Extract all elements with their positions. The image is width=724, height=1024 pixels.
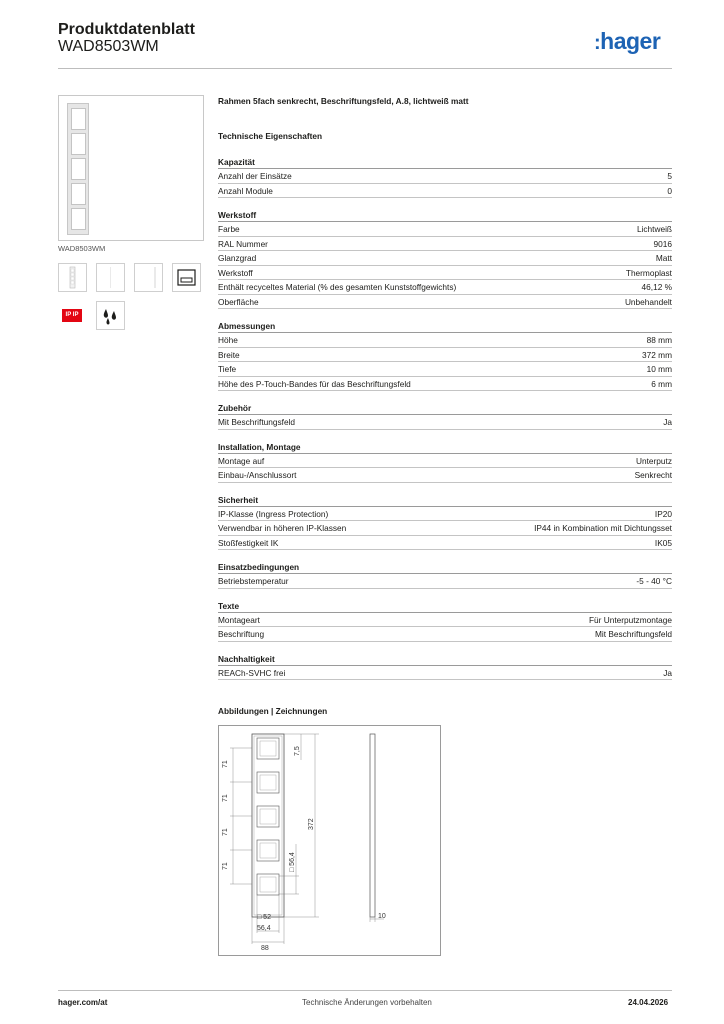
spec-row (218, 627, 672, 642)
thumbnail-front-view[interactable] (58, 263, 87, 292)
section-title: Sicherheit (218, 495, 672, 507)
hager-logo: :hager (594, 28, 661, 54)
spec-row (218, 222, 672, 237)
spec-row (218, 237, 672, 252)
spec-section (218, 321, 672, 391)
spec-row (218, 280, 672, 295)
spec-value: Unbehandelt (624, 296, 672, 307)
dimension-pitch: 71 (222, 760, 229, 768)
side-profile (370, 734, 375, 917)
spec-value: 9016 (653, 238, 672, 249)
side-view-icon (97, 264, 124, 291)
spec-value: Thermoplast (625, 267, 672, 278)
thumbnail-drawing[interactable] (172, 263, 201, 292)
thumbnail-profile-view[interactable] (134, 263, 163, 292)
spec-value: 10 mm (646, 364, 672, 374)
spec-section (218, 442, 672, 483)
spec-section (218, 495, 672, 551)
water-drops-icon (96, 301, 125, 330)
spec-row (218, 295, 672, 310)
spec-value: IP20 (654, 508, 672, 519)
frame-window (71, 133, 86, 155)
spec-label: IP-Klasse (Ingress Protection) (218, 508, 329, 519)
spec-label: Höhe (218, 335, 238, 345)
dimension-drawing (218, 725, 441, 956)
thumbnail-side-view[interactable] (96, 263, 125, 292)
dimension-square: □ 52 (257, 914, 271, 921)
spec-label: Farbe (218, 224, 240, 234)
spec-section (218, 601, 672, 642)
spec-label: Höhe des P-Touch-Bandes für das Beschriftungsfeld (218, 378, 411, 389)
section-title: Zubehör (218, 403, 672, 415)
spec-value: 372 mm (642, 349, 672, 360)
frame-window (71, 158, 86, 180)
spec-row (218, 521, 672, 536)
spec-row (218, 333, 672, 348)
spec-row (218, 507, 672, 522)
spec-row (218, 169, 672, 184)
section-title: Texte (218, 601, 672, 613)
header-divider (58, 68, 672, 69)
dimension-inner-width: 56,4 (257, 925, 271, 932)
product-description: Rahmen 5fach senkrecht, Beschriftungsfeld, A.8, lichtweiß matt (218, 96, 469, 106)
spec-row (218, 454, 672, 469)
section-title: Abmessungen (218, 321, 672, 333)
section-title: Einsatzbedingungen (218, 562, 672, 574)
section-title: Nachhaltigkeit (218, 654, 672, 666)
spec-row (218, 415, 672, 430)
footer-date: 24.04.2026 (628, 998, 669, 1007)
footer-website-link[interactable]: hager.com/at (58, 998, 108, 1007)
dimension-width: 88 (261, 945, 269, 952)
spec-label: Anzahl der Einsätze (218, 171, 292, 181)
spec-label: Montageart (218, 614, 260, 625)
dimension-depth: 10 (378, 913, 386, 920)
spec-value: Unterputz (636, 455, 672, 466)
spec-label: Montage auf (218, 455, 265, 466)
footer-divider (58, 990, 672, 991)
frame-window (71, 183, 86, 205)
spec-value: Mit Beschriftungsfeld (594, 629, 672, 639)
technical-properties-heading: Technische Eigenschaften (218, 131, 323, 141)
spec-label: Beschriftung (218, 629, 265, 639)
spec-value: IP44 in Kombination mit Dichtungsset (534, 523, 672, 533)
spec-value: Für Unterputzmontage (588, 614, 672, 625)
product-number: WAD8503WM (58, 38, 159, 55)
profile-view-icon (135, 264, 162, 291)
dimension-height: 372 (308, 818, 315, 830)
spec-row (218, 468, 672, 483)
spec-row (218, 536, 672, 551)
spec-row (218, 377, 672, 392)
ip-protection-icon: IP IP (62, 309, 82, 322)
logo-text: hager (600, 28, 661, 54)
spec-value: 46,12 % (641, 282, 672, 292)
spec-section (218, 654, 672, 681)
product-image-caption: WAD8503WM (58, 244, 106, 253)
dimension-inner-vertical: □ 56,4 (289, 852, 296, 872)
frame-illustration (67, 103, 89, 235)
spec-label: Anzahl Module (218, 185, 273, 196)
spec-section (218, 562, 672, 589)
spec-value: Lichtweiß (636, 224, 672, 234)
technical-drawing-icon (173, 264, 200, 291)
spec-label: Einbau-/Anschlussort (218, 470, 297, 480)
drawings-heading: Abbildungen | Zeichnungen (218, 706, 328, 716)
technical-dimension-drawing (219, 726, 440, 955)
dimension-top: 7,5 (294, 746, 301, 756)
specifications-list (218, 157, 672, 692)
spec-label: REACh-SVHC frei (218, 667, 286, 678)
spec-label: Stoßfestigkeit IK (218, 537, 279, 548)
dimension-pitch: 71 (222, 794, 229, 802)
spec-label: Oberfläche (218, 296, 259, 307)
dimension-pitch: 71 (222, 862, 229, 870)
spec-value: 5 (667, 171, 672, 181)
spec-label: Betriebstemperatur (218, 576, 289, 586)
section-title: Werkstoff (218, 210, 672, 222)
spec-label: Mit Beschriftungsfeld (218, 417, 296, 427)
page-title: Produktdatenblatt (58, 21, 195, 38)
spec-row (218, 362, 672, 377)
section-title: Kapazität (218, 157, 672, 169)
spec-value: Senkrecht (634, 470, 672, 480)
spec-value: Ja (663, 417, 672, 427)
spec-label: Enthält recyceltes Material (% des gesamten Kunststoffgewichts) (218, 282, 457, 292)
spec-value: IK05 (654, 537, 672, 548)
section-title: Installation, Montage (218, 442, 672, 454)
spec-section (218, 157, 672, 198)
spec-value: 88 mm (646, 335, 672, 345)
spec-value: 0 (667, 185, 672, 196)
spec-value: 6 mm (651, 378, 672, 389)
footer-disclaimer: Technische Änderungen vorbehalten (302, 998, 432, 1007)
frame-window (71, 108, 86, 130)
spec-label: RAL Nummer (218, 238, 268, 249)
product-image (58, 95, 204, 241)
spec-row (218, 574, 672, 589)
dimension-pitch: 71 (222, 828, 229, 836)
frame-window (71, 208, 86, 230)
spec-value: Matt (655, 253, 672, 263)
spec-section (218, 403, 672, 430)
spec-label: Werkstoff (218, 267, 253, 278)
frame-thumbnail-icon (59, 264, 86, 291)
spec-row (218, 184, 672, 199)
spec-label: Verwendbar in höheren IP-Klassen (218, 523, 347, 533)
spec-row (218, 266, 672, 281)
spec-section (218, 210, 672, 309)
spec-value: -5 - 40 °C (636, 576, 672, 586)
spec-row (218, 613, 672, 628)
spec-row (218, 666, 672, 681)
spec-value: Ja (663, 667, 672, 678)
spec-row (218, 251, 672, 266)
spec-label: Breite (218, 349, 240, 360)
spec-label: Tiefe (218, 364, 237, 374)
spec-label: Glanzgrad (218, 253, 257, 263)
spec-row (218, 348, 672, 363)
